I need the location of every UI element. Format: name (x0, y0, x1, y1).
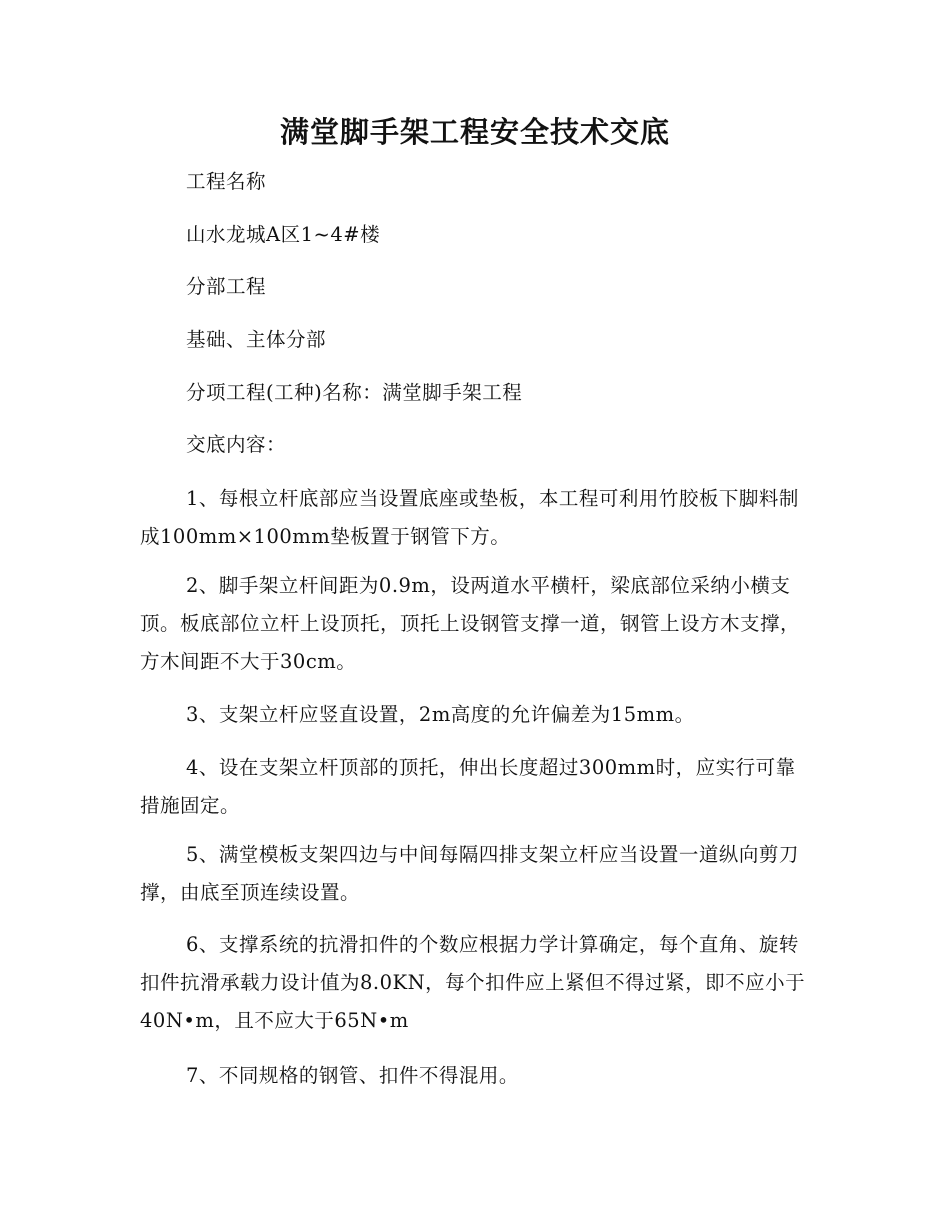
division-value: 基础、主体分部 (186, 328, 327, 351)
briefing-item-4: 4、设在支架立杆顶部的顶托，伸出长度超过300mm时，应实行可靠措施固定。 (140, 756, 796, 817)
briefing-content-label: 交底内容： (186, 433, 287, 456)
document-title: 满堂脚手架工程安全技术交底 (279, 115, 670, 149)
briefing-item-6: 6、支撑系统的抗滑扣件的个数应根据力学计算确定，每个直角、旋转扣件抗滑承载力设计值为8.0KN，每个扣件应上紧但不得过紧，即不应小于40N•m，且不应大于65N•m (140, 933, 806, 1032)
briefing-item-1: 1、每根立杆底部应当设置底座或垫板，本工程可利用竹胶板下脚料制成100mm×100mm垫板置于钢管下方。 (140, 487, 799, 548)
briefing-item-3: 3、支架立杆应竖直设置，2m高度的允许偏差为15mm。 (186, 703, 695, 726)
project-name-label: 工程名称 (186, 170, 267, 193)
subitem-name: 分项工程(工种)名称：满堂脚手架工程 (186, 381, 523, 404)
project-name-value: 山水龙城A区1~4#楼 (186, 223, 381, 246)
briefing-item-5: 5、满堂模板支架四边与中间每隔四排支架立杆应当设置一道纵向剪刀撑，由底至顶连续设置。 (140, 843, 799, 904)
division-label: 分部工程 (186, 275, 267, 298)
briefing-item-7: 7、不同规格的钢管、扣件不得混用。 (186, 1064, 519, 1087)
briefing-item-2: 2、脚手架立杆间距为0.9m，设两道水平横杆，梁底部位采纳小横支顶。板底部位立杆上设顶托，顶托上设钢管支撑一道，钢管上设方木支撑，方木间距不大于30cm。 (140, 574, 801, 673)
